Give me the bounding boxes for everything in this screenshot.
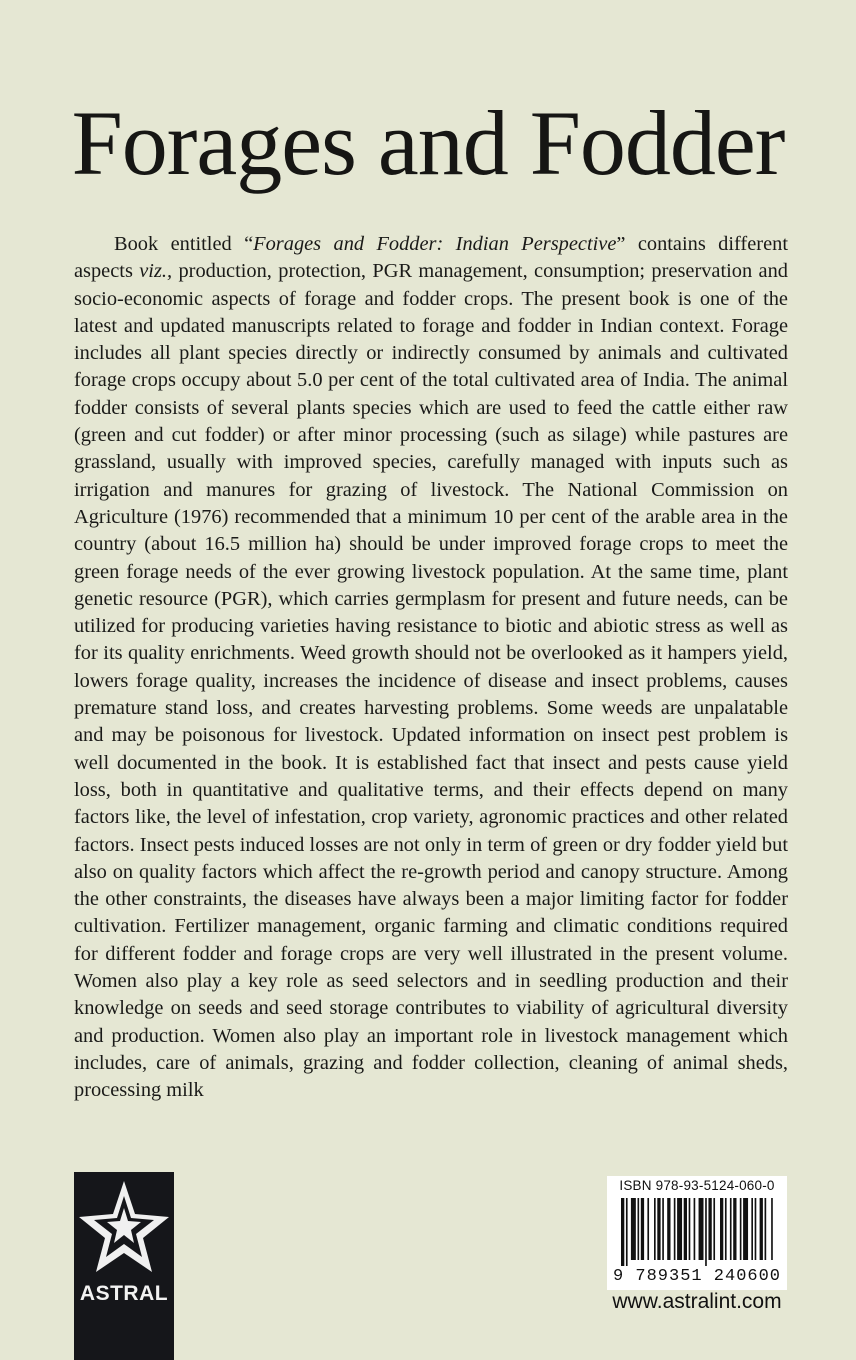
barcode-bar (662, 1198, 664, 1260)
barcode-bar (631, 1198, 636, 1260)
barcode-bar (689, 1198, 691, 1260)
barcode-bar (751, 1198, 753, 1260)
book-title: Forages and Fodder (71, 92, 785, 194)
publisher-logo (74, 1172, 174, 1360)
blurb-book-title: Forages and Fodder: Indian Perspective (253, 233, 617, 255)
barcode-digits: 9 789351 240600 (612, 1267, 782, 1286)
barcode-bar (621, 1198, 624, 1266)
barcode-bar (765, 1198, 767, 1260)
isbn-label: ISBN 978-93-5124-060-0 (619, 1178, 775, 1193)
barcode-bar (674, 1198, 676, 1260)
barcode-bar (733, 1198, 736, 1260)
barcode-bar (771, 1198, 773, 1260)
barcode-bar (684, 1198, 687, 1260)
blurb-intro: Book entitled “ (114, 233, 254, 255)
barcode-bar (647, 1198, 649, 1260)
barcode-bar (720, 1198, 723, 1260)
blurb-body: production, protection, PGR management, consumption; preservation and socio-economic aspects of forage and fodder crops. The present book is one of the latest and updated manuscripts related to forage and fodder in Indian context. Forage includes all plant species directly or indirectly consumed by animals and cultivated forage crops occupy about 5.0 per cent of the total cultivated area of India. The animal fodder consists of several plants species which are used to feed the cattle either raw (green and cut fodder) or after minor processing (such as silage) while pastures are grassland, usually with improved species, carefully managed with inputs such as irrigation and manures for grazing of livestock. The National Commission on Agriculture (1976) recommended that a minimum 10 per cent of the arable area in the country (about 16.5 million ha) should be under improved forage crops to meet the green forage needs of the ever growing livestock population. At the same time, plant genetic resource (PGR), which carries germplasm for present and future needs, can be utilized for producing varieties having resistance to biotic and abiotic stress as well as for its quality enrichments. Weed growth should not be overlooked as it hampers yield, lowers forage quality, increases the incidence of disease and insect problems, causes premature stand loss, and creates harvesting problems. Some weeds are unpalatable and may be poisonous for livestock. Updated information on insect pest problem is well documented in the book. It is established fact that insect and pests cause yield loss, both in quantitative and qualitative terms, and their effects depend on many factors like, the level of infestation, crop variety, agronomic practices and other related factors. Insect pests induced losses are not only in term of green or dry fodder yield but also on quality factors which affect the re-growth period and canopy structure. Among the other constraints, the diseases have always been a major limiting factor for fodder cultivation. Fertilizer management, organic farming and climatic conditions required for different fodder and forage crops are very well illustrated in the present volume. Women also play a key role as seed selectors and in seedling production and their knowledge on seeds and seed storage contributes to viability of agricultural diversity and production. Women also play an important role in livestock management which includes, care of animals, grazing and fodder collection, cleaning of animal sheds, processing milk (74, 260, 789, 1102)
barcode-bar (740, 1198, 742, 1260)
barcode-bars (607, 1196, 787, 1266)
barcode-bar (705, 1198, 707, 1266)
blurb-after-title: ” contains different aspects (74, 233, 788, 283)
barcode-bar (699, 1198, 704, 1260)
publisher-website: www.astralint.com (612, 1290, 782, 1313)
barcode-bar (708, 1198, 711, 1260)
barcode-bar (730, 1198, 732, 1260)
barcode-bar (667, 1198, 670, 1260)
barcode-bar (725, 1198, 727, 1260)
barcode-bar (760, 1198, 763, 1260)
star-icon (74, 1172, 174, 1292)
barcode-bar (713, 1198, 715, 1260)
barcode-bar (641, 1198, 644, 1260)
barcode-bar (654, 1198, 656, 1260)
isbn-barcode (607, 1176, 787, 1290)
barcode-bar (755, 1198, 757, 1260)
back-cover-blurb (74, 231, 788, 1105)
barcode-bar (626, 1198, 628, 1266)
blurb-viz: viz., (139, 260, 173, 283)
barcode-bar (638, 1198, 640, 1260)
barcode-bar (657, 1198, 660, 1260)
barcode-bar (677, 1198, 682, 1260)
publisher-logo-text: ASTRAL (79, 1282, 169, 1305)
barcode-bar (694, 1198, 696, 1260)
barcode-bar (743, 1198, 748, 1260)
